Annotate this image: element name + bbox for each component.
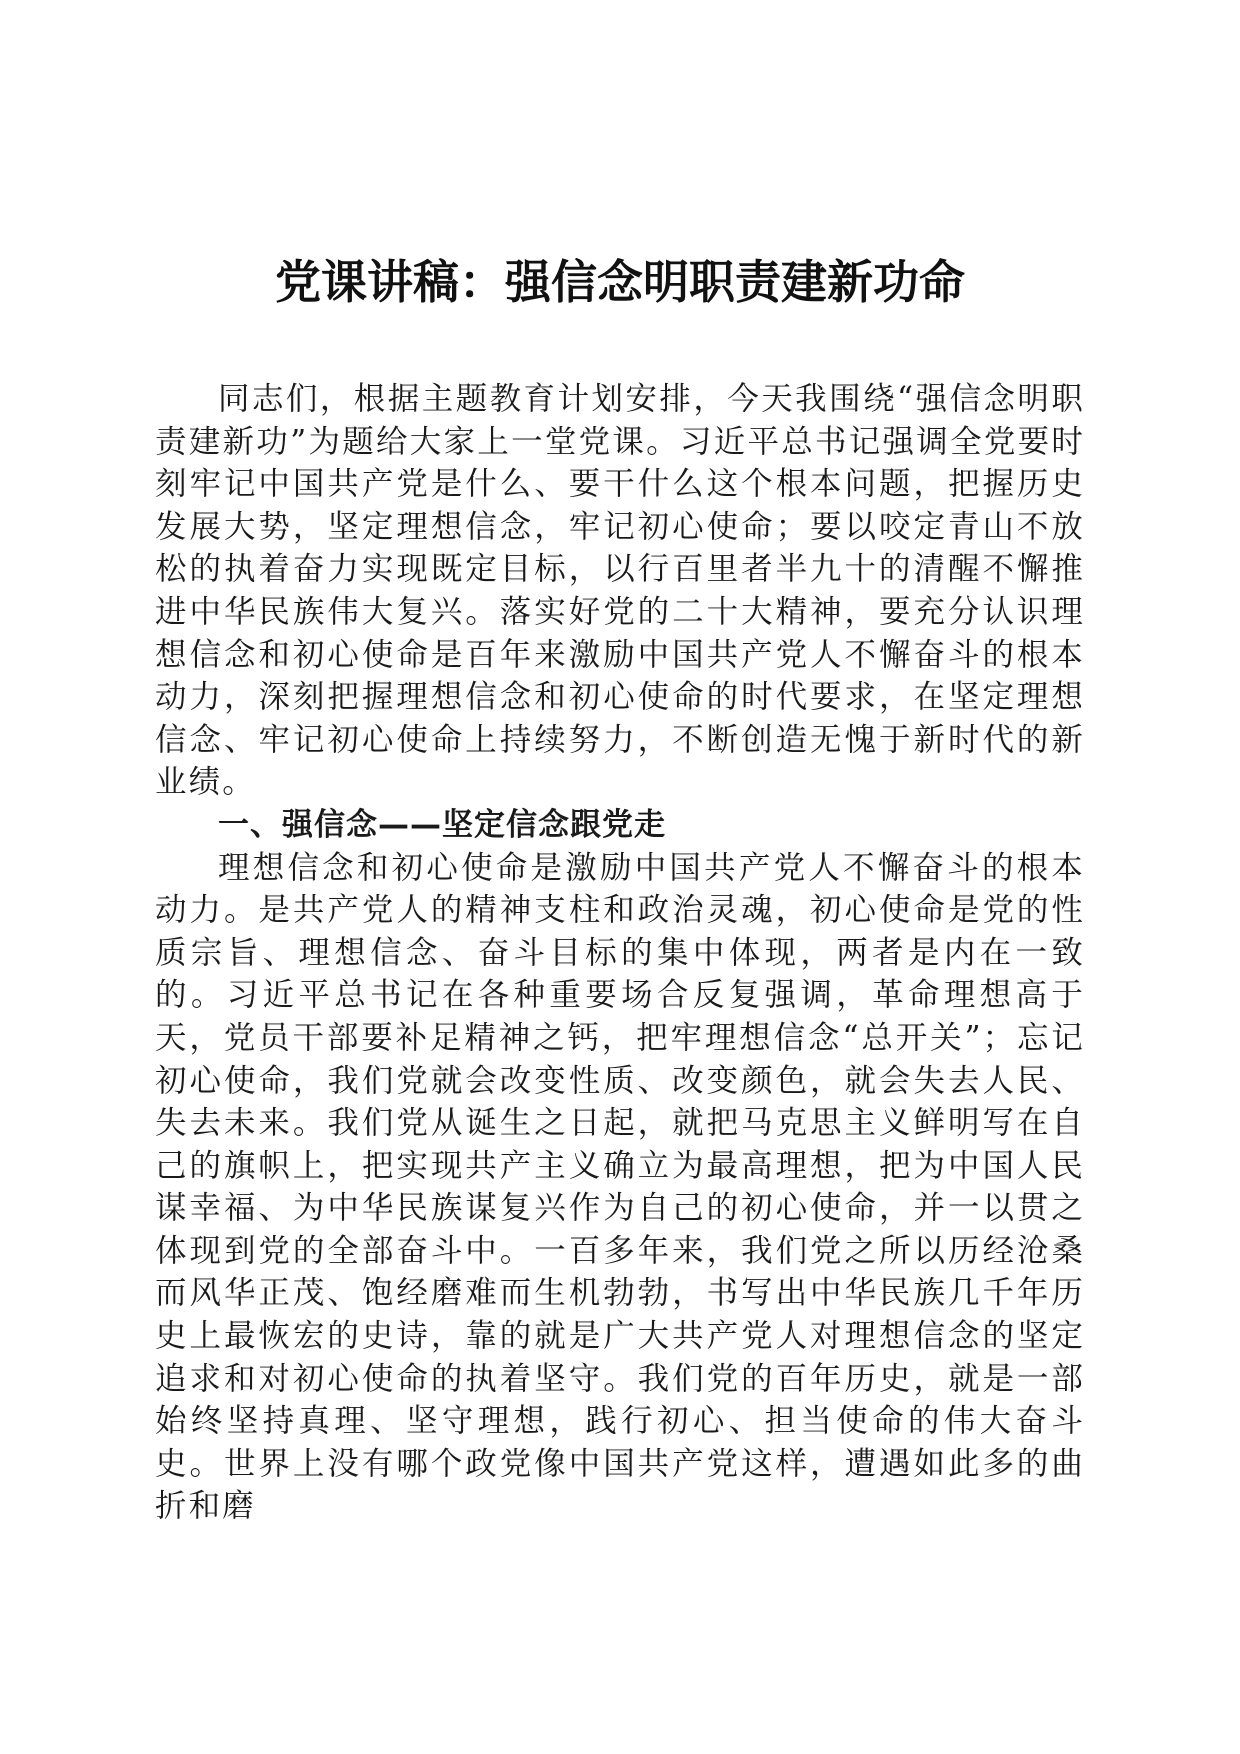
intro-paragraph: 同志们，根据主题教育计划安排，今天我围绕“强信念明职责建新功”为题给大家上一堂党课。习近平总书记强调全党要时刻牢记中国共产党是什么、要干什么这个根本问题，把握历史发展大势，坚定理想信念，牢记初心使命；要以咬定青山不放松的执着奋力实现既定目标，以行百里者半九十的清醒不懈推进中华民族伟大复兴。落实好党的二十大精神，要充分认识理想信念和初心使命是百年来激励中国共产党人不懈奋斗的根本动力，深刻把握理想信念和初心使命的时代要求，在坚定理想信念、牢记初心使命上持续努力，不断创造无愧于新时代的新业绩。 (155, 381, 1085, 801)
document-title: 党课讲稿：强信念明职责建新功命 (275, 255, 965, 309)
section-1-heading: 一、强信念——坚定信念跟党走 (218, 806, 666, 843)
document-body (155, 378, 1085, 1528)
section-1-paragraph: 理想信念和初心使命是激励中国共产党人不懈奋斗的根本动力。是共产党人的精神支柱和政治灵魂，初心使命是党的性质宗旨、理想信念、奋斗目标的集中体现，两者是内在一致的。习近平总书记在各种重要场合反复强调，革命理想高于天，党员干部要补足精神之钙，把牢理想信念“总开关”；忘记初心使命，我们党就会改变性质、改变颜色，就会失去人民、失去未来。我们党从诞生之日起，就把马克思主义鲜明写在自己的旗帜上，把实现共产主义确立为最高理想，把为中国人民谋幸福、为中华民族谋复兴作为自己的初心使命，并一以贯之体现到党的全部奋斗中。一百多年来，我们党之所以历经沧桑而风华正茂、饱经磨难而生机勃勃，书写出中华民族几千年历史上最恢宏的史诗，靠的就是广大共产党人对理想信念的坚定追求和对初心使命的执着坚守。我们党的百年历史，就是一部始终坚持真理、坚守理想，践行初心、担当使命的伟大奋斗史。世界上没有哪个政党像中国共产党这样，遭遇如此多的曲折和磨 (155, 849, 1085, 1525)
